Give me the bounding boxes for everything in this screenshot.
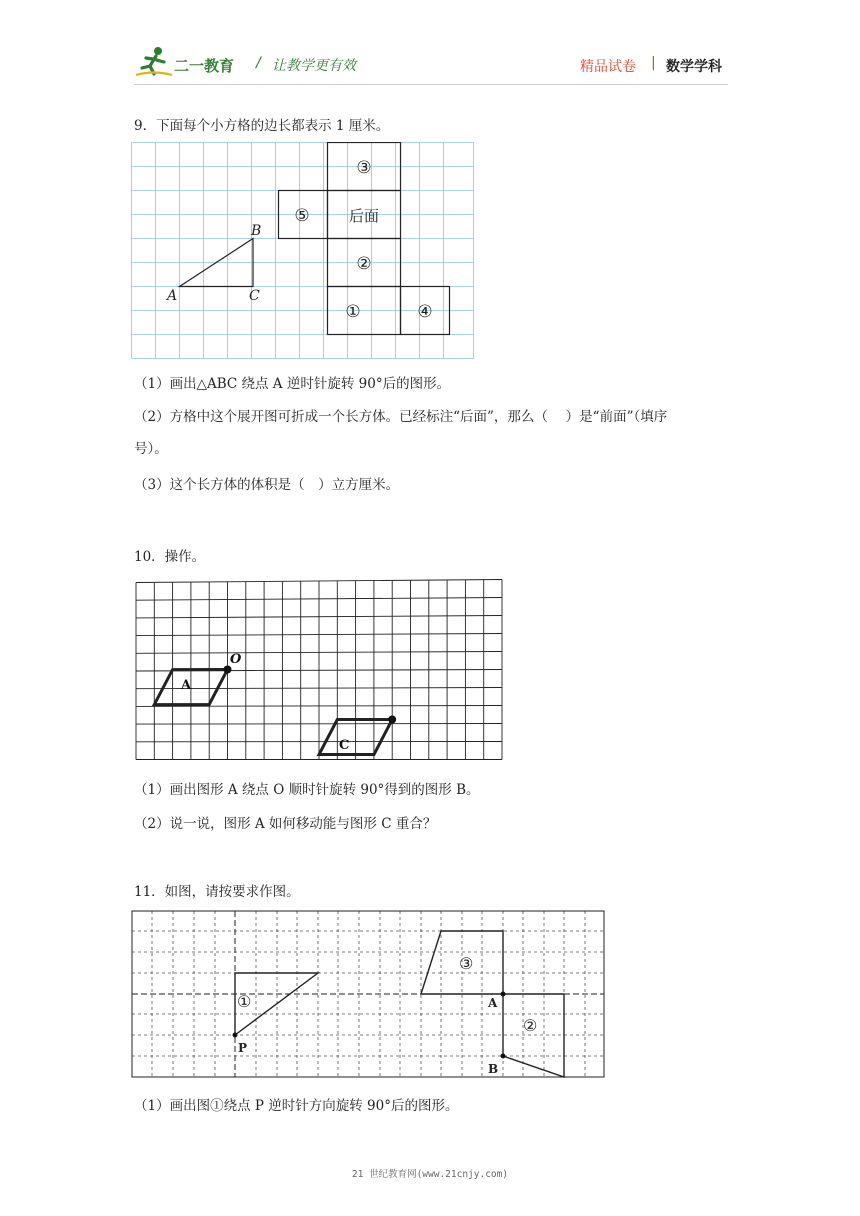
shape-1-label: ①	[237, 992, 252, 1011]
shape-2	[503, 994, 564, 1077]
header-rule	[134, 84, 728, 85]
q10-title: 10．操作。	[134, 549, 206, 565]
vertex-a-label: A	[167, 288, 178, 304]
q9-grid	[132, 143, 474, 359]
q9-figure	[131, 142, 476, 360]
q9-sub1: （1）画出△ABC 绕点 A 逆时针旋转 90°后的图形。	[134, 376, 451, 392]
net-face-back: 后面	[348, 207, 380, 225]
q9-sub3: （3）这个长方体的体积是（ ）立方厘米。	[134, 477, 400, 493]
net-face-4: ④	[417, 302, 433, 322]
logo-text: 二一教育	[174, 57, 235, 75]
point-p-label: P	[238, 1041, 248, 1055]
q11-title: 11．如图，请按要求作图。	[134, 884, 300, 900]
page-footer: 21 世纪教育网(www.21cnjy.com)	[351, 1169, 509, 1180]
point-o-label: O	[230, 652, 242, 667]
q9-sub2-line1: （2）方格中这个展开图可折成一个长方体。已经标注“后面”，那么（ ）是“前面”（填序	[134, 409, 668, 425]
shape-a-label: A	[181, 678, 192, 693]
point-a-label: A	[488, 996, 498, 1010]
slogan-text: 让教学更有效	[272, 58, 356, 74]
net-face-5: ⑤	[294, 206, 310, 226]
point-p	[233, 1033, 238, 1038]
vertex-b-label: B	[251, 223, 262, 239]
runner-logo-icon	[134, 44, 174, 80]
slogan-divider: /	[256, 55, 261, 71]
vertex-c-label: C	[249, 288, 260, 304]
shape-2-label: ②	[523, 1016, 538, 1035]
net-face-3: ③	[356, 158, 372, 178]
point-c-corner	[388, 716, 396, 724]
subject-label: 数学学科	[666, 59, 722, 75]
point-b	[501, 1054, 506, 1059]
shape-c-label: C	[339, 738, 350, 753]
q11-figure	[130, 909, 608, 1081]
q11-sub1: （1）画出图①绕点 P 逆时针方向旋转 90°后的图形。	[134, 1098, 459, 1114]
net-face-2: ②	[356, 254, 372, 274]
q9-sub2-line2: 号）。	[134, 441, 168, 457]
point-b-label: B	[488, 1062, 499, 1076]
paper-type-label: 精品试卷	[580, 59, 636, 75]
q10-sub1: （1）画出图形 A 绕点 O 顺时针旋转 90°得到的图形 B。	[134, 782, 480, 798]
header-separator: |	[651, 55, 656, 71]
shape-3-label: ③	[459, 954, 474, 973]
q9-title: 9．下面每个小方格的边长都表示 1 厘米。	[134, 118, 390, 134]
q10-sub2: （2）说一说，图形 A 如何移动能与图形 C 重合？	[134, 816, 437, 832]
q10-figure	[134, 576, 506, 762]
page-header	[0, 0, 860, 90]
point-a	[501, 992, 506, 997]
net-face-1: ①	[345, 302, 361, 322]
